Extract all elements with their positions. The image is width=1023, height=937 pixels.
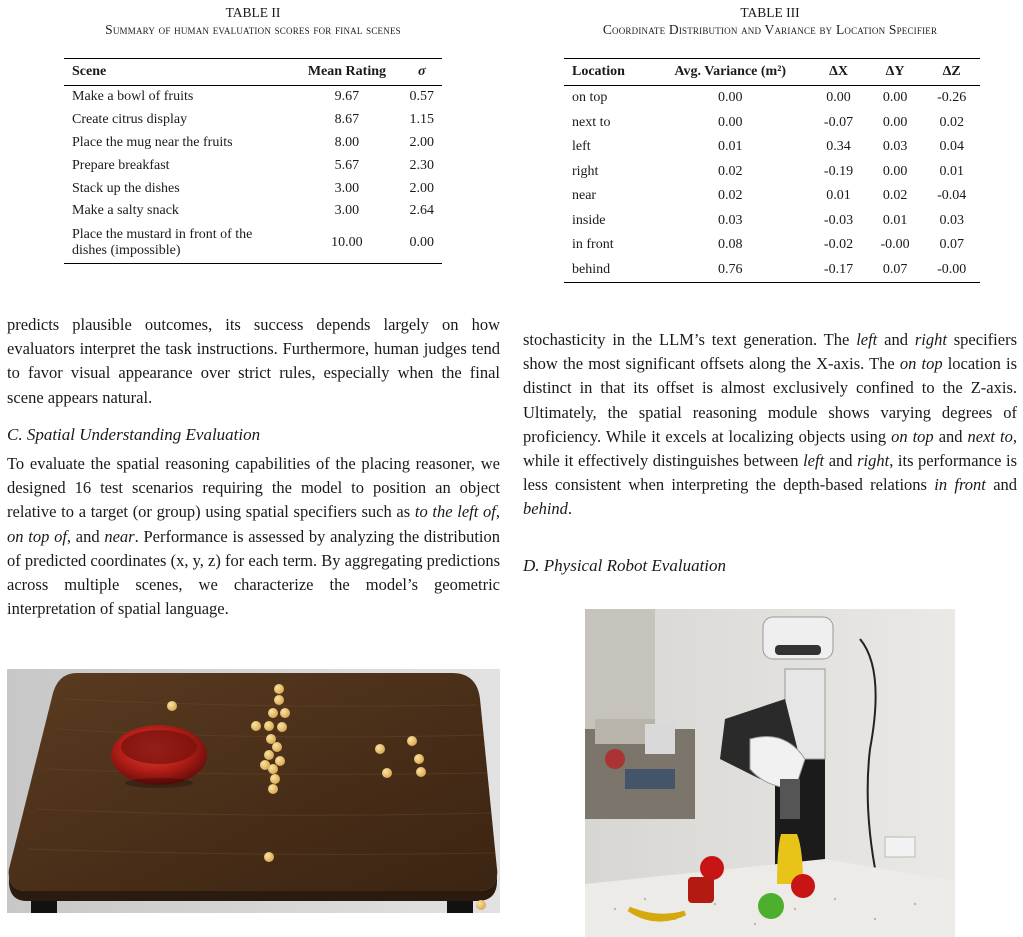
table2-cell: 2.30 <box>409 157 434 173</box>
table3-cell: in front <box>572 237 614 253</box>
text-run: stochasticity in the LLM’s text generation. The <box>523 330 857 349</box>
table2-row <box>64 177 442 200</box>
table3-col-dy: ΔY <box>885 64 905 79</box>
table3-cell: 0.02 <box>718 188 743 204</box>
text-run: and <box>985 475 1018 495</box>
table2-row <box>64 223 442 264</box>
table3-cell: 0.34 <box>826 139 851 155</box>
table3-cell: inside <box>572 212 606 228</box>
left-paragraph-2 <box>7 452 500 621</box>
text-run: , and <box>66 526 105 546</box>
table2-col-sigma: σ <box>417 64 426 79</box>
table3-cell: -0.03 <box>823 212 854 228</box>
table2-cell: 0.57 <box>409 89 434 105</box>
text-run: , <box>495 502 501 522</box>
italic-term: on top of <box>7 526 67 546</box>
table3-caption <box>524 4 1016 38</box>
table3-cell: 0.00 <box>882 90 908 106</box>
table2-cell: 1.15 <box>409 112 434 128</box>
table3-cell: 0.03 <box>882 139 908 155</box>
text-run: , its performance is less consistent when interpreting the depth-based relations <box>523 451 1017 495</box>
italic-term: right <box>857 451 890 471</box>
italic-term: to the left of <box>414 502 496 522</box>
table3-cell: 0.00 <box>882 163 908 179</box>
italic-term: in front <box>934 475 986 495</box>
italic-term: left <box>803 451 825 471</box>
table3-row <box>564 209 980 234</box>
table3-cell: -0.19 <box>823 163 854 179</box>
left-paragraph-1: predicts plausible outcomes, its success depends largely on how evaluators interpret the task instructions. Furthermore, human judges tend to favor visual appearance over strict rules, especially when the final scene appears natural. <box>7 315 500 407</box>
table2-cell: 2.64 <box>409 203 434 219</box>
table3-cell: 0.00 <box>718 90 743 106</box>
table2-cell: Place the mug near the fruits <box>72 134 233 150</box>
table3-cell: 0.03 <box>939 212 964 228</box>
table2-cell: 3.00 <box>334 180 360 196</box>
right-paragraph-1 <box>523 328 1017 522</box>
table3-cell: -0.04 <box>937 188 967 204</box>
table2-cell: Make a salty snack <box>72 203 179 219</box>
table3-row <box>564 86 980 111</box>
table2-cell: 8.00 <box>334 134 360 150</box>
table3-header-row <box>564 59 980 86</box>
table3-row <box>564 135 980 160</box>
table2-number: TABLE II <box>225 5 281 20</box>
table3 <box>564 58 980 283</box>
table2-col-scene: Scene <box>72 64 107 79</box>
italic-term: left <box>856 330 878 349</box>
section-d-heading: D. Physical Robot Evaluation <box>523 556 727 575</box>
robot-photo <box>585 609 955 937</box>
table2-caption <box>20 4 486 38</box>
table2-cell: Create citrus display <box>72 112 188 128</box>
table2-header-row <box>64 59 442 86</box>
table2-col-mean: Mean Rating <box>307 64 386 79</box>
italic-term: on top <box>899 354 943 374</box>
text-run: and <box>824 451 858 471</box>
table3-cell: 0.02 <box>882 188 908 204</box>
table3-cell: on top <box>572 90 608 106</box>
table3-cell: 0.02 <box>718 163 743 179</box>
table2-cell: 2.00 <box>409 134 434 150</box>
text-run: . Performance is assessed by analyzing the distribution of predicted coordinates (x, y, z) for each term. By aggregating predictions across multiple scenes, we characterize the model’s geometric interpretation of spatial language. <box>7 526 500 619</box>
table3-title: Coordinate Distribution and Variance by Location Specifier <box>602 22 938 37</box>
table3-cell: 0.00 <box>882 114 908 130</box>
table3-row <box>564 160 980 185</box>
table3-cell: 0.00 <box>718 114 743 130</box>
table3-cell: 0.00 <box>826 90 851 106</box>
table2-cell: Stack up the dishes <box>72 180 180 196</box>
table3-col-location: Location <box>572 64 625 79</box>
table2-cell: 0.00 <box>409 234 434 250</box>
table3-row <box>564 233 980 258</box>
table3-cell: -0.07 <box>823 114 854 130</box>
table2-cell: Place the mustard in front of the dishes (impossible) <box>72 226 253 258</box>
simulated-table-scene <box>7 669 500 913</box>
table2-cell: Prepare breakfast <box>72 157 170 173</box>
table3-cell: right <box>572 163 599 179</box>
table3-cell: behind <box>572 261 611 277</box>
table3-cell: 0.03 <box>718 212 743 228</box>
table3-row <box>564 258 980 283</box>
table3-cell: left <box>572 139 591 155</box>
table2-cell: 2.00 <box>409 180 434 196</box>
table3-cell: 0.01 <box>718 139 743 155</box>
table2-row <box>64 200 442 223</box>
table3-cell: -0.17 <box>823 261 854 277</box>
italic-term: near <box>104 526 135 546</box>
table3-cell: 0.01 <box>882 212 908 228</box>
text-run: location is distinct in that its offset is almost exclusively confined to the Z-axis. Ultimately, the spatial reasoning module shows varying degrees of proficiency. While it excels at localizing objects using <box>523 354 1017 446</box>
text-run: and <box>877 330 915 349</box>
text-run: , while it effectively distinguishes between <box>523 426 1017 471</box>
table3-col-dz: ΔZ <box>942 64 961 79</box>
italic-term: behind <box>523 499 568 519</box>
table3-cell: -0.02 <box>823 237 854 253</box>
text-run: specifiers show the most significant offsets along the X-axis. The <box>523 330 1017 374</box>
table2-row <box>64 154 442 177</box>
table2-cell: 9.67 <box>334 89 360 105</box>
table3-col-variance: Avg. Variance (m²) <box>674 64 787 79</box>
table3-row <box>564 111 980 136</box>
table3-cell: 0.07 <box>882 261 908 277</box>
table3-cell: 0.07 <box>939 237 964 253</box>
text-run: To evaluate the spatial reasoning capabilities of the placing reasoner, we designed 16 test scenarios requiring the model to position an object relative to a target (or group) using spatial specifiers such as <box>7 454 500 522</box>
table3-cell: 0.02 <box>939 114 964 130</box>
table2 <box>64 58 442 264</box>
table3-cell: next to <box>572 114 611 130</box>
table3-cell: near <box>572 188 597 204</box>
table3-row <box>564 184 980 209</box>
text-run: . <box>567 499 573 519</box>
table2-row <box>64 86 442 109</box>
table3-cell: -0.00 <box>937 261 967 277</box>
italic-term: next to <box>967 426 1013 446</box>
table2-cell: Make a bowl of fruits <box>72 89 194 105</box>
table3-cell: 0.08 <box>718 237 743 253</box>
table2-cell: 10.00 <box>331 234 363 250</box>
table3-cell: 0.04 <box>939 139 964 155</box>
italic-term: right <box>914 330 947 349</box>
table3-cell: -0.26 <box>937 90 967 106</box>
table2-cell: 3.00 <box>334 203 360 219</box>
italic-term: on top <box>891 426 934 446</box>
table3-col-dx: ΔX <box>829 64 848 79</box>
table2-title: Summary of human evaluation scores for final scenes <box>105 22 401 37</box>
table3-cell: 0.76 <box>718 261 743 277</box>
table2-cell: 8.67 <box>334 112 360 128</box>
text-run: and <box>933 426 968 446</box>
table2-row <box>64 109 442 132</box>
section-c-heading: C. Spatial Understanding Evaluation <box>7 425 261 444</box>
table3-cell: -0.00 <box>880 237 910 253</box>
table3-number: TABLE III <box>740 5 800 20</box>
table2-cell: 5.67 <box>334 157 360 173</box>
table2-row <box>64 132 442 155</box>
table3-cell: 0.01 <box>826 188 851 204</box>
table3-cell: 0.01 <box>939 163 964 179</box>
